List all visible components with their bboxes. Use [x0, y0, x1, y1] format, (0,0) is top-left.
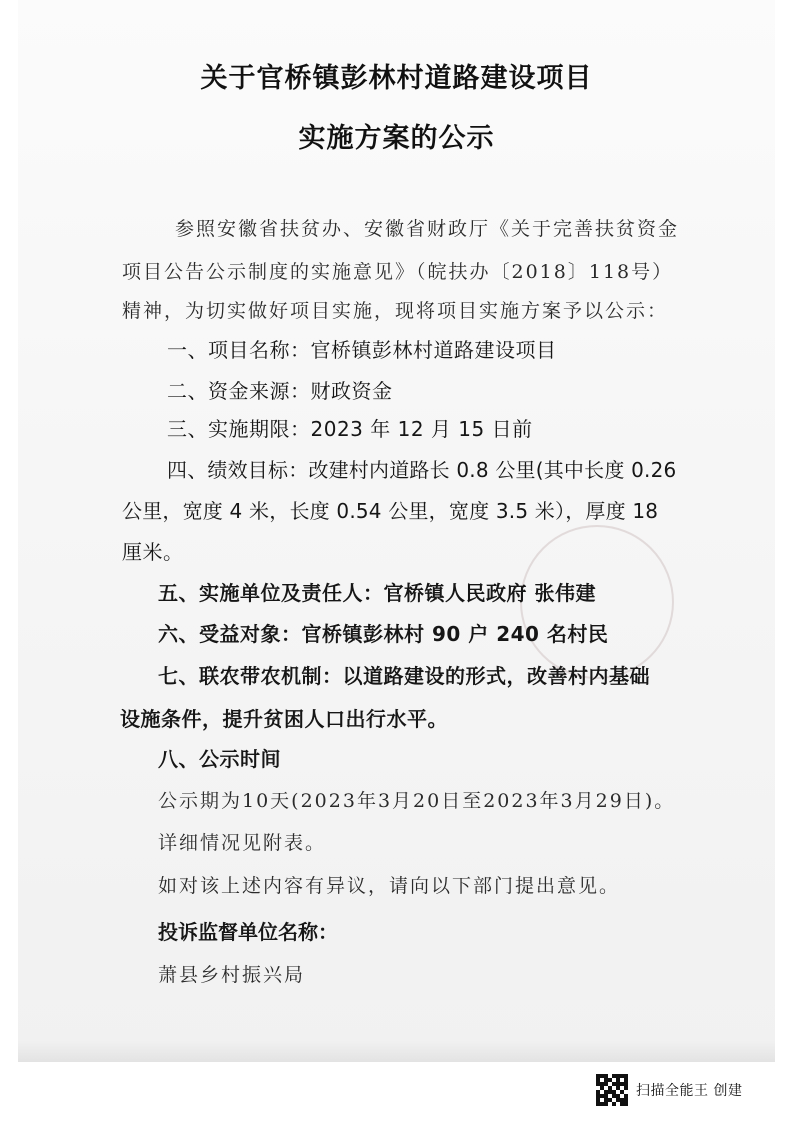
document-title-line1: 关于官桥镇彭林村道路建设项目 [200, 63, 593, 94]
item-fund-source: 二、资金来源：财政资金 [167, 379, 393, 403]
intro-line3: 精神，为切实做好项目实施，现将项目实施方案予以公示： [122, 300, 669, 322]
intro-line2: 项目公告公示制度的实施意见》（皖扶办〔2018〕118号） [122, 261, 674, 283]
publicity-objection: 如对该上述内容有异议，请向以下部门提出意见。 [158, 875, 621, 897]
item-goal-line2: 公里，宽度 4 米，长度 0.54 公里，宽度 3.5 米），厚度 18 [122, 499, 659, 523]
complaint-unit: 萧县乡村振兴局 [158, 964, 306, 986]
item-goal-line1: 四、绩效目标：改建村内道路长 0.8 公里(其中长度 0.26 [167, 458, 677, 482]
scanner-watermark [596, 1074, 742, 1106]
document-paper [18, 0, 775, 1062]
publicity-details: 详细情况见附表。 [158, 832, 327, 854]
item-mechanism-line1: 七、联农带农机制：以道路建设的形式，改善村内基础 [158, 664, 650, 688]
item-mechanism-line2: 设施条件，提升贫困人口出行水平。 [120, 707, 448, 731]
watermark-text: 扫描全能王 创建 [636, 1083, 743, 1099]
complaint-label: 投诉监督单位名称： [158, 920, 338, 944]
item-beneficiary: 六、受益对象：官桥镇彭林村 90 户 240 名村民 [158, 622, 609, 646]
paper-shadow [18, 1040, 775, 1062]
item-publicity-time: 八、公示时间 [158, 747, 281, 771]
publicity-period: 公示期为10天(2023年3月20日至2023年3月29日)。 [158, 790, 676, 812]
item-goal-line3: 厘米。 [122, 540, 184, 564]
item-unit: 五、实施单位及责任人：官桥镇人民政府 张伟建 [158, 581, 596, 605]
qr-code-icon [596, 1074, 628, 1106]
intro-line1: 参照安徽省扶贫办、安徽省财政厅《关于完善扶贫资金 [175, 218, 680, 240]
item-project-name: 一、项目名称：官桥镇彭林村道路建设项目 [167, 338, 557, 362]
document-title-line2: 实施方案的公示 [298, 123, 495, 154]
item-deadline: 三、实施期限：2023 年 12 月 15 日前 [167, 417, 533, 441]
